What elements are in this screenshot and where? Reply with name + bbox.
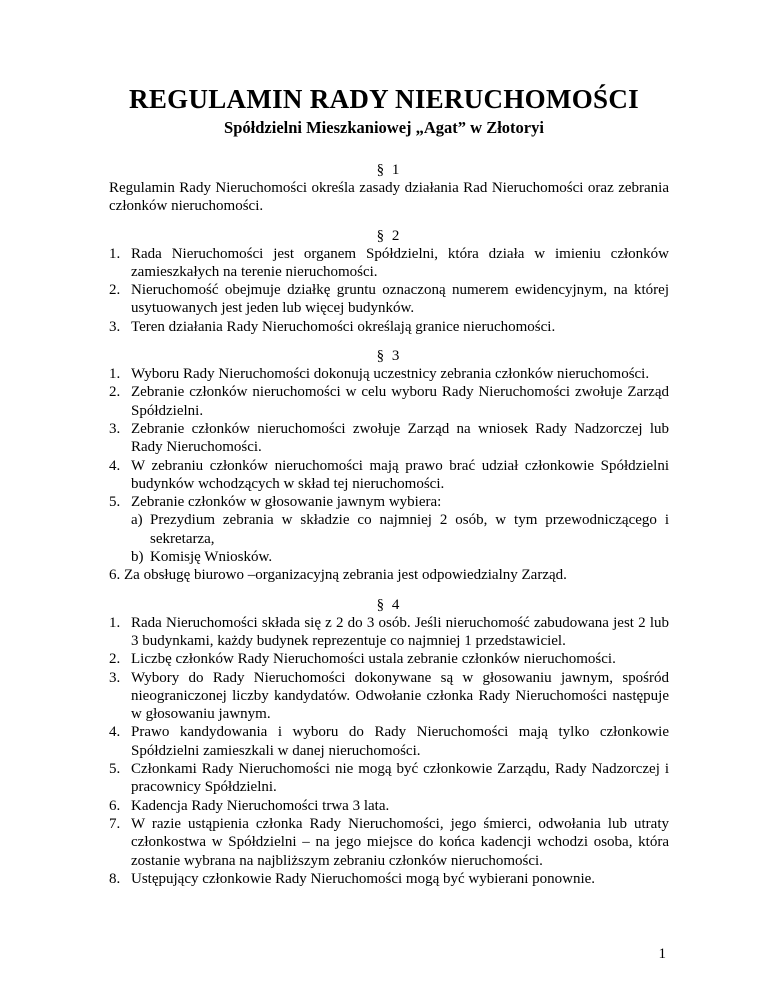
section-heading: § 3 xyxy=(376,348,402,365)
page-number: 1 xyxy=(658,946,666,962)
list-item-text: Wybory do Rady Nieruchomości dokonywane są w głosowaniu jawnym, spośród nieograniczonej liczby kandydatów. Odwołanie członka Rady Nieruchomości następuje w głosowaniu jawnym. xyxy=(131,669,669,723)
document-subtitle: Spółdzielni Mieszkaniowej „Agat” w Złotoryi xyxy=(224,118,544,137)
document-title: REGULAMIN RADY NIERUCHOMOŚCI xyxy=(129,84,639,114)
list-item xyxy=(109,457,669,494)
list-number: 5. xyxy=(109,494,121,511)
section-heading: § 2 xyxy=(376,227,402,244)
list-number: 4. xyxy=(109,724,121,741)
list-number: 1. xyxy=(109,245,121,262)
list-item xyxy=(109,566,669,584)
list-item-text: Ustępujący członkowie Rady Nieruchomości mogą być wybierani ponownie. xyxy=(131,870,596,887)
sub-list-item xyxy=(109,511,669,548)
list-number: 3. xyxy=(109,318,121,335)
list-item-text: W razie ustąpienia członka Rady Nieruchomości, jego śmierci, odwołania lub utraty członkostwa w Spółdzielni – na jego miejsce do końca kadencji wchodzi osoba, która zostanie wybrana na najbliższym zebraniu członków nieruchomości. xyxy=(131,815,669,869)
sub-list-letter: a) xyxy=(131,512,143,529)
list-item xyxy=(109,420,669,457)
section-heading: § 4 xyxy=(376,596,402,613)
list-item xyxy=(109,669,669,724)
list-item-text: Prawo kandydowania i wyboru do Rady Nieruchomości mają tylko członkowie Spółdzielni zamieszkali w danej nieruchomości. xyxy=(131,724,669,759)
list-number: 6. xyxy=(109,797,121,814)
list-item xyxy=(109,318,669,336)
list-item xyxy=(109,723,669,760)
section-1 xyxy=(109,161,669,216)
list-item-text: 6. Za obsługę biurowo –organizacyjną zebrania jest odpowiedzialny Zarząd. xyxy=(109,567,567,584)
sub-list-item-text: Prezydium zebrania w składzie co najmniej 2 osób, w tym przewodniczącego i sekretarza, xyxy=(150,512,669,547)
list-item-text: Liczbę członków Rady Nieruchomości ustala zebranie członków nieruchomości. xyxy=(131,651,616,668)
sub-list-item xyxy=(109,548,669,566)
list-item-text: Kadencja Rady Nieruchomości trwa 3 lata. xyxy=(131,797,390,814)
list-item xyxy=(109,365,669,383)
list-number: 2. xyxy=(109,384,121,401)
list-item xyxy=(109,493,669,566)
list-item-text: Wyboru Rady Nieruchomości dokonują uczestnicy zebrania członków nieruchomości. xyxy=(131,366,650,383)
list-number: 8. xyxy=(109,870,121,887)
section-list xyxy=(109,245,669,336)
list-number: 4. xyxy=(109,457,121,474)
list-item-text: Rada Nieruchomości jest organem Spółdzielni, która działa w imieniu członków zamieszkałych na terenie nieruchomości. xyxy=(131,245,669,280)
list-item-text: Członkami Rady Nieruchomości nie mogą być członkowie Zarządu, Rady Nadzorczej i pracownicy Spółdzielni. xyxy=(131,761,669,796)
list-item-text: Nieruchomość obejmuje działkę gruntu oznaczoną numerem ewidencyjnym, na której usytuowanych jest jeden lub więcej budynków. xyxy=(131,282,669,317)
list-number: 3. xyxy=(109,669,121,686)
list-item xyxy=(109,245,669,282)
list-item-text: Rada Nieruchomości składa się z 2 do 3 osób. Jeśli nieruchomość zabudowana jest 2 lub 3 budynkami, każdy budynek reprezentuje co najmniej 1 przedstawiciel. xyxy=(131,614,669,649)
section-3 xyxy=(109,347,669,585)
section-2 xyxy=(109,227,669,336)
list-number: 1. xyxy=(109,366,121,383)
list-item xyxy=(109,281,669,318)
section-paragraph: Regulamin Rady Nieruchomości określa zasady działania Rad Nieruchomości oraz zebrania członków nieruchomości. xyxy=(109,180,669,215)
list-item xyxy=(109,760,669,797)
list-number: 3. xyxy=(109,420,121,437)
list-item-text: Zebranie członków w głosowanie jawnym wybiera: xyxy=(131,494,442,511)
sub-list-item-text: Komisję Wniosków. xyxy=(150,549,273,566)
section-heading: § 1 xyxy=(376,162,402,178)
list-number: 2. xyxy=(109,651,121,668)
list-item xyxy=(109,797,669,815)
list-item xyxy=(109,383,669,420)
section-list xyxy=(109,365,669,585)
section-4 xyxy=(109,596,669,888)
list-number: 2. xyxy=(109,282,121,299)
list-item-text: Teren działania Rady Nieruchomości określają granice nieruchomości. xyxy=(131,318,556,335)
document-body xyxy=(109,150,669,888)
sub-list-letter: b) xyxy=(131,549,144,566)
list-number: 7. xyxy=(109,815,121,832)
list-item xyxy=(109,815,669,870)
list-number: 1. xyxy=(109,614,121,631)
sub-list xyxy=(109,511,669,566)
list-item xyxy=(109,614,669,651)
section-list xyxy=(109,614,669,888)
list-item xyxy=(109,650,669,668)
list-item-text: Zebranie członków nieruchomości w celu wyboru Rady Nieruchomości zwołuje Zarząd Spółdzielni. xyxy=(131,384,669,419)
list-number: 5. xyxy=(109,761,121,778)
list-item xyxy=(109,870,669,888)
list-item-text: W zebraniu członków nieruchomości mają prawo brać udział członkowie Spółdzielni budynków wchodzących w skład tej nieruchomości. xyxy=(131,457,669,492)
list-item-text: Zebranie członków nieruchomości zwołuje Zarząd na wniosek Rady Nadzorczej lub Rady Nieruchomości. xyxy=(131,420,669,456)
